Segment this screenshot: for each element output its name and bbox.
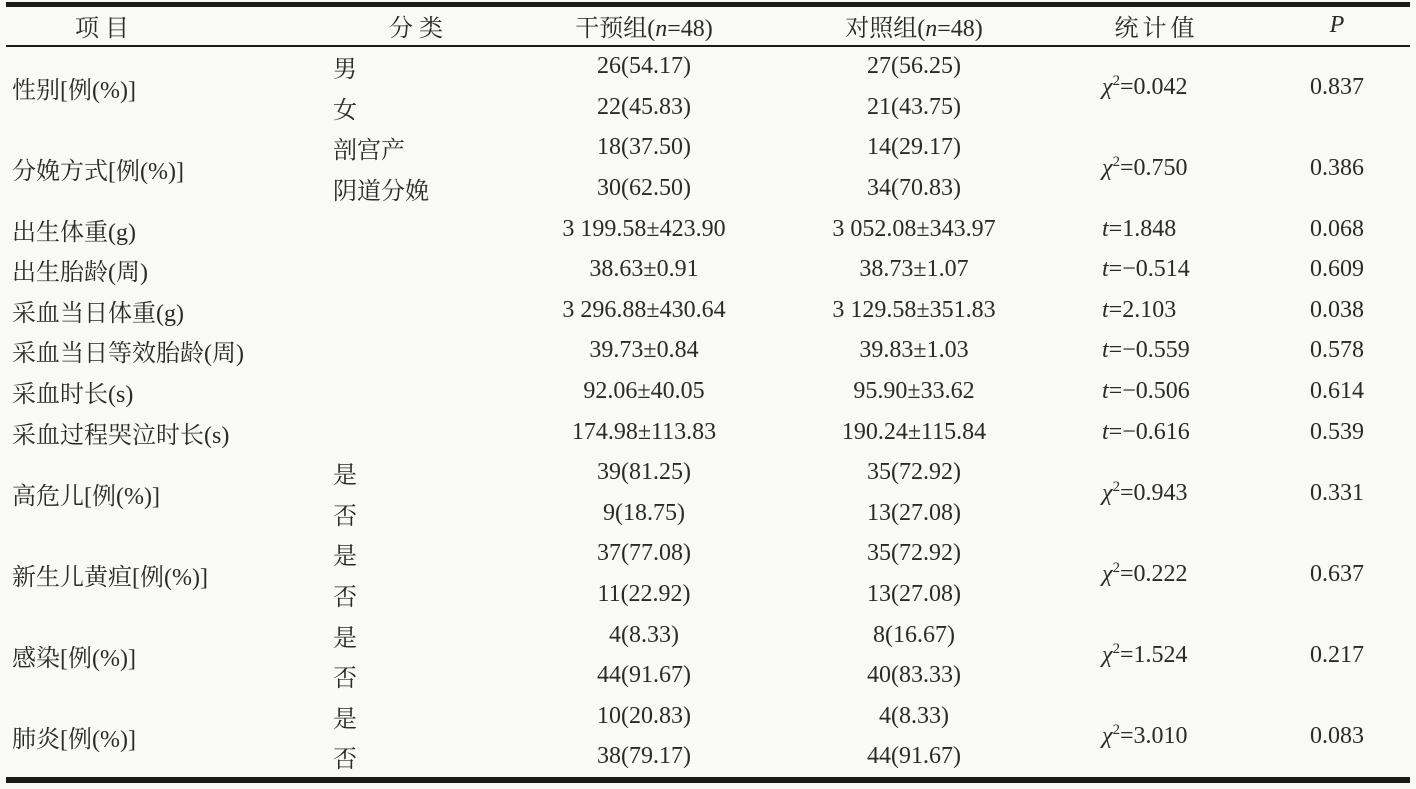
col-header-intervention	[509, 5, 779, 46]
table-row	[6, 209, 1410, 250]
table-row	[6, 615, 1410, 656]
table-row	[6, 290, 1410, 331]
intervention-value: 39(81.25)	[597, 459, 691, 486]
intervention-value: 39.73±0.84	[589, 337, 699, 364]
text-segment: =2.103	[1108, 296, 1177, 323]
intervention-value: 174.98±113.83	[571, 418, 717, 445]
text-segment: =−0.514	[1108, 256, 1190, 283]
statistic-value	[1049, 534, 1264, 615]
category-cell	[329, 371, 509, 412]
text-segment: =0.750	[1120, 154, 1188, 181]
text-segment: =1.848	[1108, 215, 1177, 242]
table-row	[6, 331, 1410, 372]
statistic-value	[1049, 412, 1264, 453]
col-header-item	[6, 5, 329, 46]
statistic-value	[1049, 452, 1264, 533]
text-segment: =−0.559	[1108, 337, 1190, 364]
item-cell: 高危儿[例(%)]	[12, 483, 160, 510]
category-cell: 是	[333, 544, 357, 571]
table-header-row	[6, 5, 1410, 46]
intervention-value: 18(37.50)	[597, 134, 691, 161]
text-segment: 对照组(	[845, 16, 926, 43]
control-value: 3 052.08±343.97	[832, 215, 996, 242]
p-value: 0.578	[1310, 337, 1364, 364]
text-segment: χ	[1102, 560, 1113, 587]
intervention-value: 10(20.83)	[597, 702, 691, 729]
item-cell: 采血过程哭泣时长(s)	[12, 422, 230, 449]
item-cell: 出生体重(g)	[12, 219, 136, 246]
intervention-value: 9(18.75)	[603, 499, 685, 526]
category-cell: 是	[333, 463, 357, 490]
category-cell: 否	[333, 666, 357, 693]
text-segment: =−0.506	[1108, 378, 1190, 405]
p-value: 0.083	[1310, 723, 1364, 750]
category-cell: 女	[333, 97, 357, 124]
text-segment: =3.010	[1120, 723, 1188, 750]
statistic-value	[1049, 331, 1264, 372]
item-cell: 出生胎龄(周)	[12, 260, 148, 287]
text-segment: 2	[1112, 478, 1120, 495]
control-value: 35(72.92)	[867, 540, 961, 567]
intervention-value: 38(79.17)	[597, 743, 691, 770]
item-cell: 采血当日等效胎龄(周)	[12, 341, 244, 368]
text-segment: =−0.616	[1108, 418, 1190, 445]
text-segment: 2	[1112, 640, 1120, 657]
table-row	[6, 412, 1410, 453]
control-value: 27(56.25)	[867, 53, 961, 80]
control-value: 8(16.67)	[873, 621, 955, 648]
p-value: 0.609	[1310, 256, 1364, 283]
table-row	[6, 249, 1410, 290]
control-value: 13(27.08)	[867, 499, 961, 526]
p-value: 0.386	[1310, 154, 1364, 181]
category-cell	[329, 412, 509, 453]
category-cell: 是	[333, 706, 357, 733]
text-segment: n	[655, 16, 668, 43]
p-value: 0.539	[1310, 418, 1364, 445]
control-value: 4(8.33)	[879, 702, 949, 729]
item-cell: 性别[例(%)]	[12, 77, 136, 104]
text-segment: χ	[1102, 73, 1113, 100]
item-cell: 采血时长(s)	[12, 382, 134, 409]
table-row	[6, 371, 1410, 412]
category-cell: 否	[333, 747, 357, 774]
table-row	[6, 534, 1410, 575]
intervention-value: 44(91.67)	[597, 662, 691, 689]
text-segment: 2	[1112, 722, 1120, 739]
statistic-value	[1049, 371, 1264, 412]
category-cell	[329, 331, 509, 372]
statistic-value	[1049, 249, 1264, 290]
text-segment: 2	[1112, 72, 1120, 89]
text-segment: t	[1102, 337, 1109, 364]
table-head	[6, 5, 1410, 46]
p-value: 0.637	[1310, 560, 1364, 587]
table-row	[6, 46, 1410, 88]
item-cell: 分娩方式[例(%)]	[12, 158, 184, 185]
text-segment: 2	[1112, 153, 1120, 170]
text-segment: =0.042	[1120, 73, 1188, 100]
control-value: 21(43.75)	[867, 93, 961, 120]
category-cell: 剖宫产	[333, 138, 405, 165]
category-cell	[329, 209, 509, 250]
category-cell: 否	[333, 503, 357, 530]
category-cell: 否	[333, 585, 357, 612]
text-segment: =1.524	[1120, 641, 1188, 668]
p-value: 0.038	[1310, 296, 1364, 323]
text-segment: t	[1102, 418, 1109, 445]
statistic-value	[1049, 696, 1264, 780]
control-value: 44(91.67)	[867, 743, 961, 770]
text-segment: 统计值	[1114, 16, 1199, 43]
text-segment: 2	[1112, 559, 1120, 576]
category-cell	[329, 249, 509, 290]
p-value: 0.614	[1310, 378, 1364, 405]
category-cell: 男	[333, 57, 357, 84]
text-segment: =0.943	[1120, 479, 1188, 506]
intervention-value: 11(22.92)	[597, 581, 691, 608]
text-segment: t	[1102, 378, 1109, 405]
control-value: 3 129.58±351.83	[832, 296, 996, 323]
item-cell: 感染[例(%)]	[12, 645, 136, 672]
p-value: 0.837	[1310, 73, 1364, 100]
text-segment: =0.222	[1120, 560, 1188, 587]
statistic-value	[1049, 290, 1264, 331]
p-value: 0.068	[1310, 215, 1364, 242]
text-segment: t	[1102, 296, 1109, 323]
baseline-characteristics-table	[6, 2, 1410, 783]
text-segment: =48)	[937, 16, 983, 43]
item-cell: 肺炎[例(%)]	[12, 727, 136, 754]
text-segment: 干预组(	[575, 16, 656, 43]
item-cell: 采血当日体重(g)	[12, 300, 184, 327]
statistic-value	[1049, 128, 1264, 209]
text-segment: 项目	[75, 16, 135, 43]
table-body	[6, 46, 1410, 781]
intervention-value: 37(77.08)	[597, 540, 691, 567]
intervention-value: 22(45.83)	[597, 93, 691, 120]
category-cell: 是	[333, 625, 357, 652]
text-segment: P	[1329, 12, 1345, 39]
control-value: 39.83±1.03	[859, 337, 969, 364]
intervention-value: 38.63±0.91	[589, 256, 699, 283]
category-cell: 阴道分娩	[333, 179, 429, 206]
control-value: 14(29.17)	[867, 134, 961, 161]
table-row	[6, 452, 1410, 493]
item-cell: 新生儿黄疸[例(%)]	[12, 564, 208, 591]
control-value: 13(27.08)	[867, 581, 961, 608]
col-header-statistic	[1049, 5, 1264, 46]
intervention-value: 4(8.33)	[609, 621, 679, 648]
intervention-value: 3 199.58±423.90	[562, 215, 726, 242]
col-header-p	[1264, 5, 1410, 46]
text-segment: t	[1102, 215, 1109, 242]
intervention-value: 30(62.50)	[597, 175, 691, 202]
control-value: 38.73±1.07	[859, 256, 969, 283]
text-segment: n	[925, 16, 938, 43]
intervention-value: 26(54.17)	[597, 53, 691, 80]
col-header-control	[779, 5, 1049, 46]
table-row	[6, 696, 1410, 737]
col-header-category	[329, 5, 509, 46]
p-value: 0.217	[1310, 641, 1364, 668]
text-segment: t	[1102, 256, 1109, 283]
control-value: 40(83.33)	[867, 662, 961, 689]
category-cell	[329, 290, 509, 331]
control-value: 95.90±33.62	[853, 378, 975, 405]
text-segment: =48)	[667, 16, 713, 43]
intervention-value: 3 296.88±430.64	[562, 296, 726, 323]
p-value: 0.331	[1310, 479, 1364, 506]
text-segment: χ	[1102, 641, 1113, 668]
text-segment: χ	[1102, 154, 1113, 181]
intervention-value: 92.06±40.05	[583, 378, 705, 405]
table-row	[6, 128, 1410, 169]
control-value: 35(72.92)	[867, 459, 961, 486]
statistic-value	[1049, 46, 1264, 128]
control-value: 190.24±115.84	[841, 418, 987, 445]
text-segment: χ	[1102, 479, 1113, 506]
control-value: 34(70.83)	[867, 175, 961, 202]
statistic-value	[1049, 615, 1264, 696]
text-segment: 分类	[389, 16, 449, 43]
text-segment: χ	[1102, 723, 1113, 750]
statistic-value	[1049, 209, 1264, 250]
